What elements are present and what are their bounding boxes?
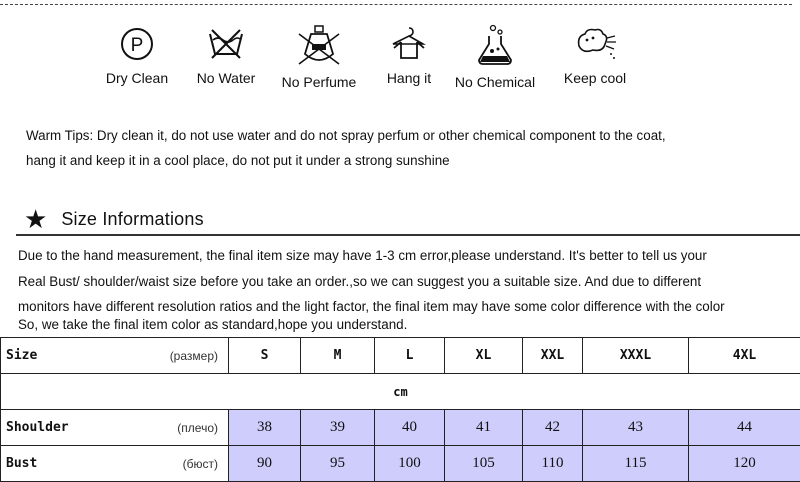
no-perfume-icon <box>297 24 341 68</box>
care-item-no-chemical <box>440 24 550 90</box>
no-chemical-icon <box>473 24 517 68</box>
disclaimer-line-3: monitors have different resolution ratios and the light factor, the final item may have some color difference with the color <box>18 299 725 314</box>
top-dashed-divider <box>0 4 792 5</box>
bust-s: 90 <box>229 446 301 482</box>
star-icon: ★ <box>24 204 48 234</box>
warm-tips-line-1: Warm Tips: Dry clean it, do not use water and do not spray perfum or other chemical component to the coat, <box>26 128 666 143</box>
care-label-no-chemical: No Chemical <box>454 74 536 90</box>
size-disclaimer <box>18 243 800 320</box>
shoulder-xxl: 42 <box>523 410 583 446</box>
no-water-icon <box>206 24 246 64</box>
shoulder-l: 40 <box>375 410 445 446</box>
warm-tips <box>26 123 786 173</box>
disclaimer-line-1: Due to the hand measurement, the final item size may have 1-3 cm error,please understand. It's better to tell us your <box>18 248 707 263</box>
size-col-s: S <box>229 338 301 374</box>
size-section-title: Size Informations <box>61 208 204 229</box>
shoulder-4xl: 44 <box>689 410 800 446</box>
size-table <box>0 337 800 482</box>
size-section-header <box>24 206 204 232</box>
warm-tips-line-2: hang it and keep it in a cool place, do not put it under a strong sunshine <box>26 153 450 168</box>
bust-xxl: 110 <box>523 446 583 482</box>
size-col-l: L <box>375 338 445 374</box>
size-header-ru: (размер) <box>169 348 218 363</box>
bust-ru: (бюст) <box>182 456 218 471</box>
care-item-keep-cool <box>540 24 650 86</box>
keep-cool-icon <box>573 24 617 64</box>
table-row <box>1 410 800 446</box>
size-col-xxxl: XXXL <box>583 338 689 374</box>
section-divider <box>16 234 800 236</box>
care-label-hang-it: Hang it <box>386 70 432 86</box>
care-label-keep-cool: Keep cool <box>563 70 627 86</box>
size-col-xxl: XXL <box>523 338 583 374</box>
shoulder-m: 39 <box>301 410 375 446</box>
table-row <box>1 446 800 482</box>
size-header-row <box>1 338 800 374</box>
shoulder-s: 38 <box>229 410 301 446</box>
care-label-no-perfume: No Perfume <box>281 74 357 90</box>
bust-xl: 105 <box>445 446 523 482</box>
disclaimer-line-4: So, we take the final item color as standard,hope you understand. <box>18 317 408 332</box>
shoulder-xl: 41 <box>445 410 523 446</box>
care-label-dry-clean: Dry Clean <box>105 70 169 86</box>
shoulder-ru: (плечо) <box>177 420 218 435</box>
shoulder-label: Shoulder <box>6 420 69 435</box>
shoulder-label-cell <box>1 410 229 446</box>
bust-m: 95 <box>301 446 375 482</box>
bust-4xl: 120 <box>689 446 800 482</box>
bust-xxxl: 115 <box>583 446 689 482</box>
size-header-cell <box>1 338 229 374</box>
dry-clean-icon <box>117 24 157 64</box>
hang-it-icon <box>389 24 429 64</box>
size-col-m: M <box>301 338 375 374</box>
size-header-label: Size <box>6 348 38 363</box>
unit-row <box>1 374 800 410</box>
unit-cell: cm <box>1 374 800 410</box>
size-col-xl: XL <box>445 338 523 374</box>
care-label-no-water: No Water <box>196 70 256 86</box>
shoulder-xxxl: 43 <box>583 410 689 446</box>
bust-l: 100 <box>375 446 445 482</box>
bust-label: Bust <box>6 456 38 471</box>
size-col-4xl: 4XL <box>689 338 800 374</box>
svg-text:P: P <box>130 35 144 56</box>
disclaimer-line-2: Real Bust/ shoulder/waist size before you take an order.,so we can suggest you a suitable size. And due to different <box>18 273 702 289</box>
bust-label-cell <box>1 446 229 482</box>
